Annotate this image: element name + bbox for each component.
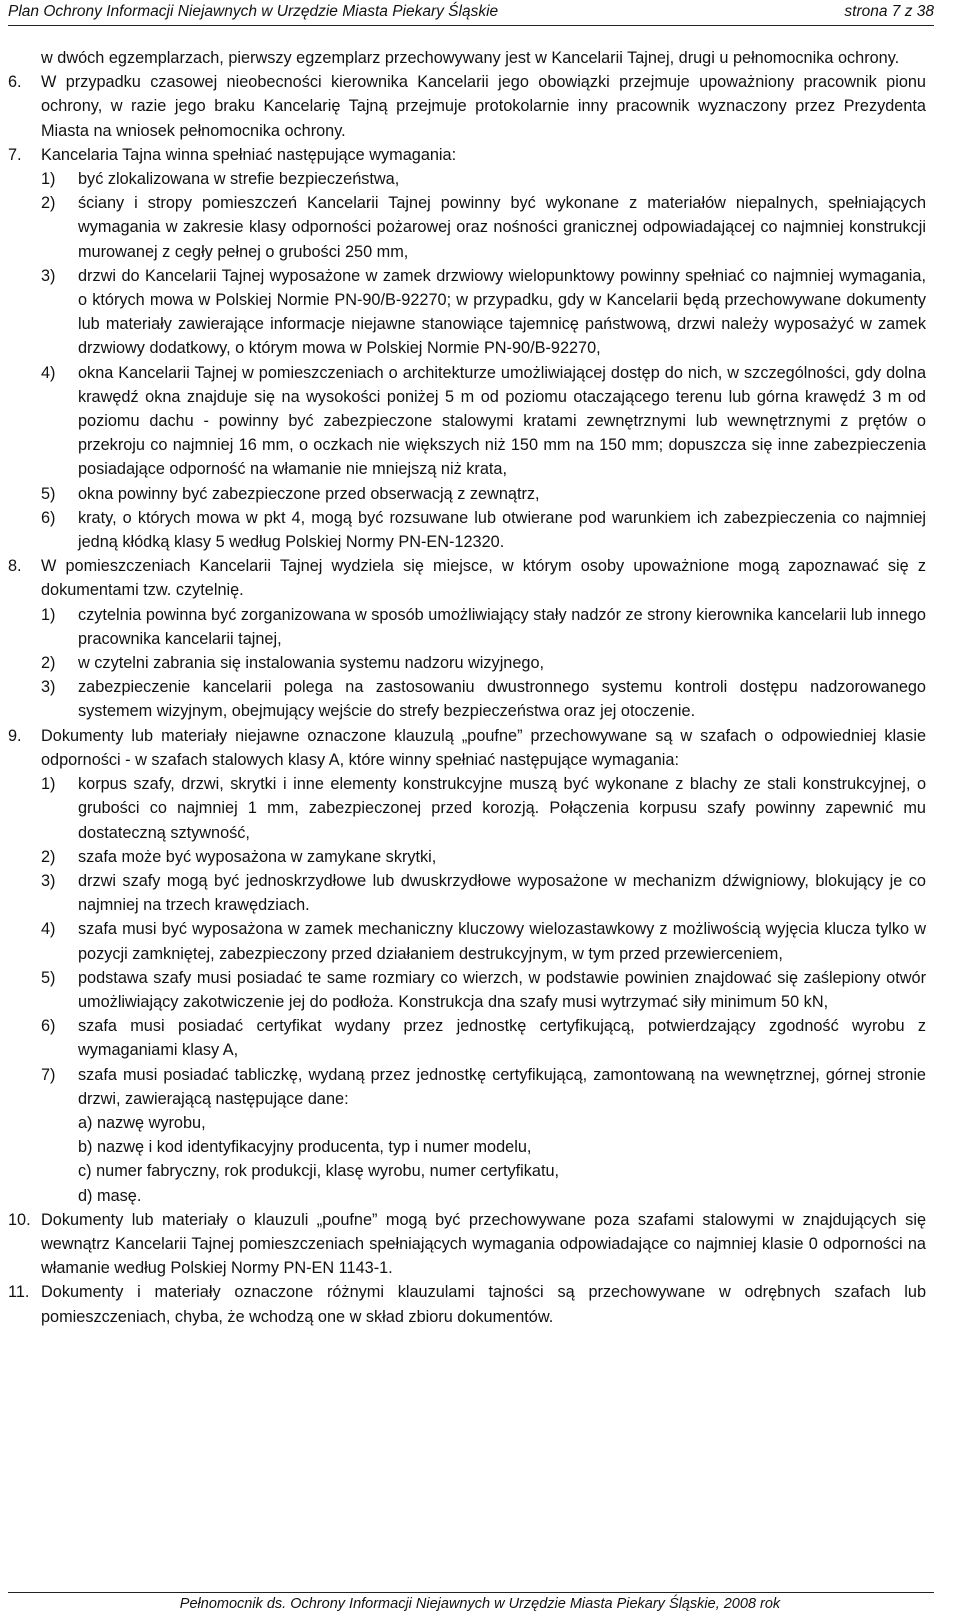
page-header (8, 2, 934, 22)
header-divider (8, 25, 934, 26)
list-item (8, 869, 926, 917)
item-number: 3) (41, 678, 56, 697)
item-text: w dwóch egzemplarzach, pierwszy egzemplarz przechowywany jest w Kancelarii Tajnej, drugi u pełnomocnika ochrony. (41, 49, 900, 67)
item-number: 8. (8, 557, 22, 576)
list-item (8, 651, 926, 675)
item-text: w czytelni zabrania się instalowania systemu nadzoru wizyjnego, (78, 654, 545, 673)
list-item (8, 1014, 926, 1062)
list-item (8, 917, 926, 965)
list-item (8, 167, 926, 191)
item-text: szafa musi posiadać tabliczkę, wydaną przez jednostkę certyfikującą, zamontowaną na wewnętrznej, górnej stronie drzwi, zawierającą następujące dane: (78, 1065, 926, 1108)
footer-divider (8, 1592, 934, 1593)
item-number: 1) (41, 605, 56, 624)
item-number: 3) (41, 871, 56, 890)
item-number: 1) (41, 775, 56, 794)
item-number: 7. (8, 145, 22, 164)
item-number: 2) (41, 847, 56, 866)
item-text: szafa musi być wyposażona w zamek mechaniczny kluczowy wielozastawkowy z możliwością wyjęcia klucza tylko w pozycji zamkniętej, zabezpieczony przed działaniem destrukcyjnym, w tym przed przewierceniem, (78, 920, 926, 963)
item-number: 2) (41, 194, 56, 213)
sub-list-item (8, 1111, 926, 1135)
list-item (8, 966, 926, 1014)
item-number: 2) (41, 654, 56, 673)
item-number: 5) (41, 968, 56, 987)
document-title: Plan Ochrony Informacji Niejawnych w Urzędzie Miasta Piekary Śląskie (8, 3, 499, 20)
item-text: czytelnia powinna być zorganizowana w sposób umożliwiający stały nadzór ze strony kierownika kancelarii lub innego pracownika kancelarii tajnej, (78, 605, 926, 648)
item-text: zabezpieczenie kancelarii polega na zastosowaniu dwustronnego systemu kontroli dostępu nadzorowanego systemem wizyjnym, obejmujący wejście do strefy bezpieczeństwa oraz jej otoczenie. (78, 678, 926, 721)
item-number: 5) (41, 484, 56, 503)
sub-list-item (8, 1184, 926, 1208)
item-text: Dokumenty i materiały oznaczone różnymi klauzulami tajności są przechowywane w odrębnych szafach lub pomieszczeniach, chyba, że wchodzą one w skład zbioru dokumentów. (41, 1283, 926, 1326)
item-text: b) nazwę i kod identyfikacyjny producenta, typ i numer modelu, (78, 1138, 532, 1157)
list-item (8, 264, 926, 361)
sub-list-item (8, 1159, 926, 1183)
item-number: 6. (8, 73, 22, 92)
numbered-paragraph (8, 1208, 926, 1281)
item-text: okna powinny być zabezpieczone przed obserwacją z zewnątrz, (78, 484, 540, 503)
page-footer: Pełnomocnik ds. Ochrony Informacji Niejawnych w Urzędzie Miasta Piekary Śląskie, 2008 rok (179, 1596, 781, 1612)
item-number: 9. (8, 726, 22, 745)
item-text: kraty, o których mowa w pkt 4, mogą być rozsuwane lub otwierane pod warunkiem ich zabezpieczenia co najmniej jedną kłódką klasy 5 według Polskiej Normy PN-EN-12320. (78, 508, 926, 552)
list-item (8, 675, 926, 723)
list-item (8, 506, 926, 554)
item-number: 6) (41, 1017, 56, 1036)
item-text: być zlokalizowana w strefie bezpieczeństwa, (78, 170, 400, 189)
item-text: szafa musi posiadać certyfikat wydany przez jednostkę certyfikującą, potwierdzający zgodność wyrobu z wymaganiami klasy A, (78, 1017, 926, 1060)
item-number: 7) (41, 1065, 56, 1084)
item-text: drzwi szafy mogą być jednoskrzydłowe lub dwuskrzydłowe wyposażone w mechanizm dźwigniowy, blokujący je co najmniej na trzech krawędziach. (78, 871, 926, 915)
item-text: Dokumenty lub materiały o klauzuli „poufne” mogą być przechowywane poza szafami stalowymi w znajdujących się wewnątrz Kancelarii Tajnej pomieszczeniach spełniających wymagania odpowiadające co najmniej klasie 0 odporności na włamanie według Polskiej Normy PN-EN 1143-1. (41, 1210, 926, 1278)
item-number: 6) (41, 508, 56, 527)
document-body (8, 46, 926, 1329)
item-text: podstawa szafy musi posiadać te same rozmiary co wierzch, w podstawie powinien znajdować się zaślepiony otwór umożliwiający zakotwiczenie jej do podłoża. Konstrukcja dna szafy musi wytrzymać siły minimum 50 kN, (78, 968, 926, 1011)
numbered-paragraph (8, 70, 926, 143)
item-number: 11. (8, 1283, 30, 1302)
item-number: 10. (8, 1210, 31, 1229)
list-item (8, 361, 926, 482)
item-number: 4) (41, 920, 56, 939)
list-item (8, 1063, 926, 1111)
page-number: strona 7 z 38 (844, 3, 934, 20)
item-number: 1) (41, 170, 56, 189)
item-text: drzwi do Kancelarii Tajnej wyposażone w zamek drzwiowy wielopunktowy powinny spełniać co najmniej wymagania, o których mowa w Polskiej Normie PN-90/B-92270; w przypadku, gdy w Kancelarii będą przechowywane dokumenty lub materiały zawierające informacje niejawne stanowiące tajemnicę państwową, drzwi należy wyposażyć w zamek drzwiowy dodatkowy, o którym mowa w Polskiej Normie PN-90/B-92270, (78, 266, 926, 358)
numbered-paragraph (8, 46, 926, 70)
item-text: korpus szafy, drzwi, skrytki i inne elementy konstrukcyjne muszą być wykonane z blachy ze stali konstrukcyjnej, o grubości co najmniej 1 mm, zabezpieczonej przed korozją. Połączenia korpusu szafy powinny zapewnić mu dostateczną sztywność, (78, 775, 926, 842)
item-text: szafa może być wyposażona w zamykane skrytki, (78, 847, 437, 866)
item-text: W przypadku czasowej nieobecności kierownika Kancelarii jego obowiązki przejmuje upoważniony pracownik pionu ochrony, w razie jego braku Kancelarię Tajną przejmuje protokolarnie inny pracownik wyznaczony przez Prezydenta Miasta na wniosek pełnomocnika ochrony. (41, 73, 926, 140)
sub-list-item (8, 1135, 926, 1159)
item-text: c) numer fabryczny, rok produkcji, klasę wyrobu, numer certyfikatu, (78, 1162, 560, 1181)
list-item (8, 603, 926, 651)
item-text: W pomieszczeniach Kancelarii Tajnej wydziela się miejsce, w którym osoby upoważnione mogą zapoznawać się z dokumentami tzw. czytelnię. (41, 557, 926, 600)
list-item (8, 772, 926, 845)
item-number: 4) (41, 363, 56, 382)
item-text: Kancelaria Tajna winna spełniać następujące wymagania: (41, 145, 457, 164)
item-text: Dokumenty lub materiały niejawne oznaczone klauzulą „poufne” przechowywane są w szafach o odpowiedniej klasie odporności - w szafach stalowych klasy A, które winny spełniać następujące wymagania: (41, 726, 926, 769)
item-text: d) masę. (78, 1186, 142, 1205)
list-item (8, 845, 926, 869)
item-text: a) nazwę wyrobu, (78, 1113, 206, 1132)
item-text: ściany i stropy pomieszczeń Kancelarii Tajnej powinny być wykonane z materiałów niepalnych, spełniających wymagania w zakresie klasy odporności pożarowej oraz nośności granicznej odpowiadającej co najmniej konstrukcji murowanej z cegły pełnej o grubości 250 mm, (78, 194, 926, 261)
list-item (8, 191, 926, 264)
numbered-paragraph (8, 724, 926, 772)
numbered-paragraph (8, 1280, 926, 1328)
list-item (8, 482, 926, 506)
item-number: 3) (41, 266, 56, 285)
numbered-paragraph (8, 143, 926, 167)
numbered-paragraph (8, 554, 926, 602)
item-text: okna Kancelarii Tajnej w pomieszczeniach o architekturze umożliwiającej dostęp do nich, w szczególności, gdy dolna krawędź okna znajduje się na wysokości poniżej 5 m od poziomu otaczającego terenu lub górna krawędź 3 m od poziomu dachu - powinny być zabezpieczone stalowymi kratami zewnętrznymi lub wewnętrznymi z prętów o przekroju co najmniej 16 mm, o oczkach nie większych niż 150 mm na 150 mm; dopuszcza się inne zabezpieczenia posiadające odporność na włamanie nie mniejszą niż krata, (78, 363, 926, 479)
